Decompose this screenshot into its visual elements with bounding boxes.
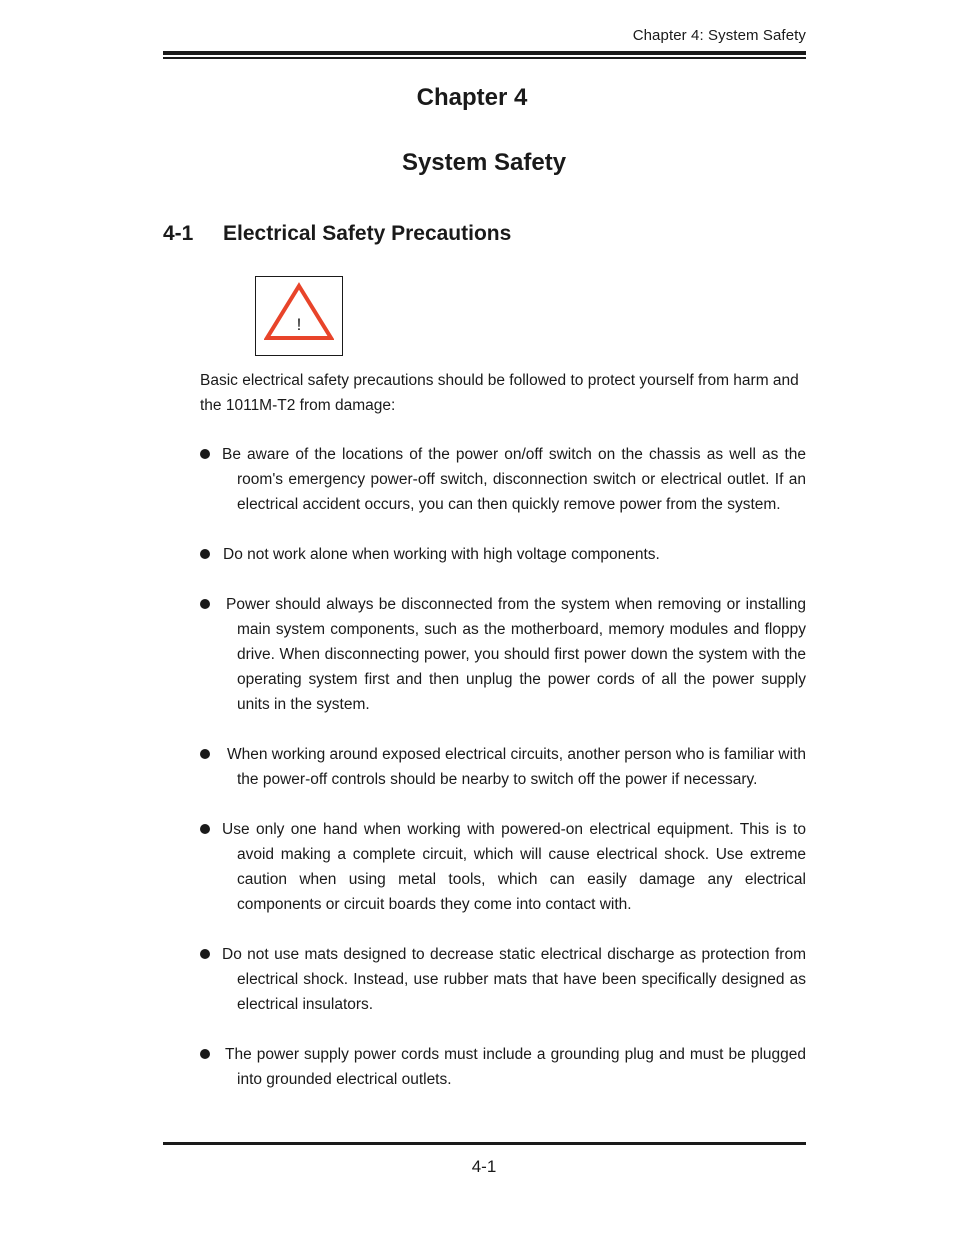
- list-item-text: Use only one hand when working with powered-on electrical equipment. This is to avoid making a complete circuit, which will cause electrical shock. Use extreme caution when using metal tools, which can easily damage any electrical components or circuit boards they come into contact with.: [222, 821, 806, 913]
- page-number: 4-1: [471, 1157, 497, 1176]
- bullet-dot-icon: [200, 1049, 210, 1059]
- header-rule-thin: [163, 57, 806, 59]
- warning-box: [255, 276, 343, 356]
- intro-paragraph: Basic electrical safety precautions should be followed to protect yourself from harm and the 1011M-T2 from damage:: [200, 372, 799, 414]
- list-item: [200, 1042, 806, 1092]
- section-title: Electrical Safety Precautions: [223, 222, 512, 245]
- header-rule-thick: [163, 51, 806, 55]
- section-number: 4-1: [163, 222, 194, 245]
- bullet-dot-icon: [200, 599, 210, 609]
- list-item-text: Power should always be disconnected from the system when removing or installing main system components, such as the motherboard, memory modules and floppy drive. When disconnecting power, you should first power down the system with the operating system first and then unplug the power cords of all the power supply units in the system.: [226, 596, 806, 713]
- list-item-text: The power supply power cords must include a grounding plug and must be plugged into grounded electrical outlets.: [225, 1046, 806, 1088]
- list-item: [200, 592, 806, 717]
- running-header: Chapter 4: System Safety: [632, 27, 806, 44]
- warning-exclamation: !: [296, 315, 302, 334]
- section-heading: [163, 222, 511, 246]
- bullet-dot-icon: [200, 449, 210, 459]
- bullet-dot-icon: [200, 549, 210, 559]
- bullet-dot-icon: [200, 749, 210, 759]
- list-item-text: Be aware of the locations of the power on/off switch on the chassis as well as the room's emergency power-off switch, disconnection switch or electrical outlet. If an electrical accident occurs, you can then quickly remove power from the system.: [222, 446, 806, 513]
- list-item: [200, 942, 806, 1017]
- bullet-dot-icon: [200, 949, 210, 959]
- footer-rule: [163, 1142, 806, 1145]
- list-item-text: Do not use mats designed to decrease static electrical discharge as protection from electrical shock. Instead, use rubber mats that have been specifically designed as electrical insulators.: [222, 946, 806, 1013]
- chapter-title: System Safety: [401, 149, 567, 176]
- bullet-dot-icon: [200, 824, 210, 834]
- warning-triangle-icon: [264, 282, 334, 344]
- list-item: [200, 817, 806, 917]
- list-item-text: Do not work alone when working with high voltage components.: [223, 546, 660, 563]
- list-item: [200, 742, 806, 792]
- chapter-number: Chapter 4: [416, 84, 528, 111]
- list-item-text: When working around exposed electrical circuits, another person who is familiar with the power-off controls should be nearby to switch off the power if necessary.: [227, 746, 806, 788]
- list-item: [200, 542, 806, 567]
- list-item: [200, 442, 806, 517]
- precautions-list: [200, 442, 806, 1117]
